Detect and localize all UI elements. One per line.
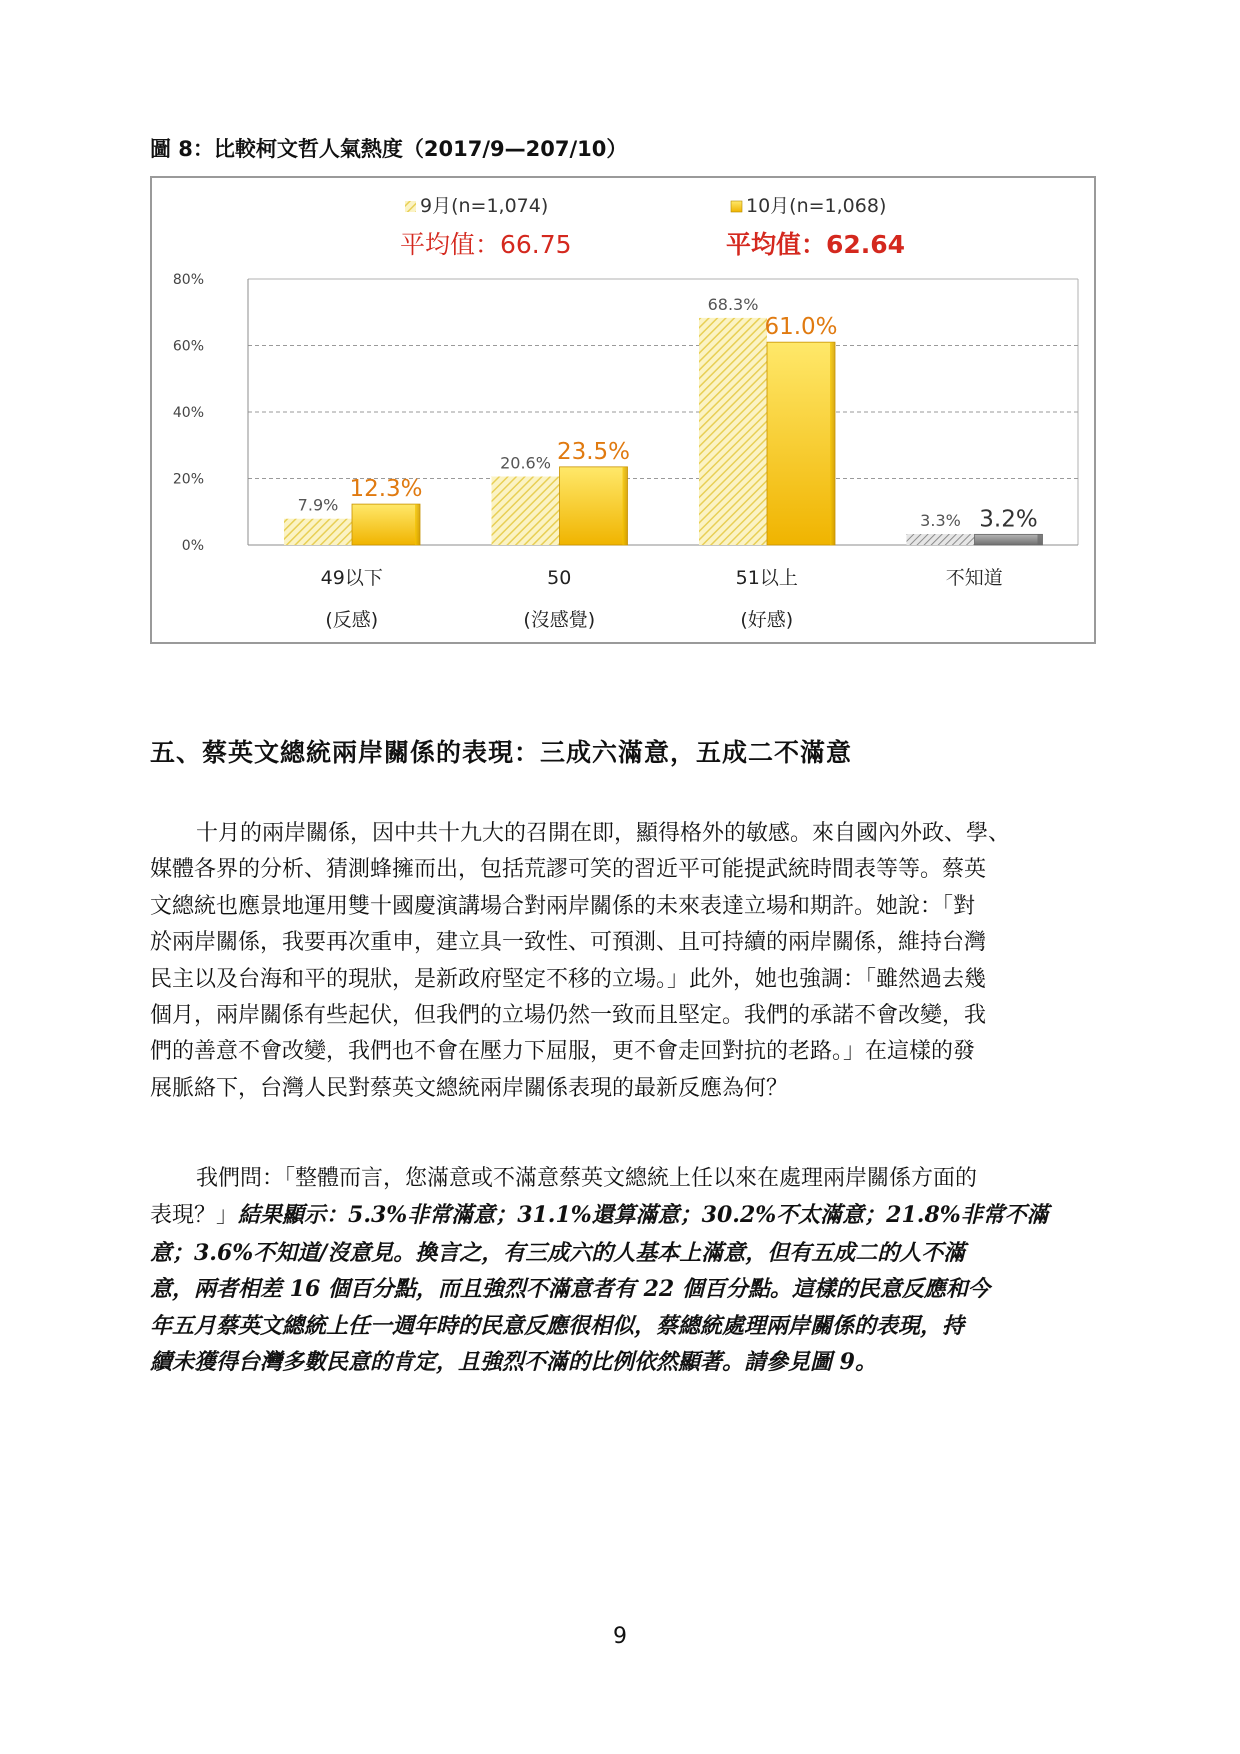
- bar-september: [699, 318, 767, 545]
- y-tick-label: 80%: [172, 272, 204, 288]
- paragraph-line: 文總統也應景地運用雙十國慶演講場合對兩岸關係的未來表達立場和期許。她說：「對: [150, 893, 976, 919]
- y-tick-label: 60%: [172, 338, 204, 355]
- category-sublabel: (沒感覺): [523, 609, 596, 631]
- legend-swatch-oct: [731, 201, 742, 212]
- paragraph-survey-results: [150, 1161, 1095, 1380]
- paragraph-line: 媒體各界的分析、猜測蜂擁而出，包括荒謬可笑的習近平可能提武統時間表等等。蔡英: [150, 857, 987, 883]
- data-label-september: 68.3%: [707, 294, 759, 314]
- category-sublabel: (反感): [325, 609, 379, 631]
- paragraph-line: 展脈絡下，台灣人民對蔡英文總統兩岸關係表現的最新反應為何？: [150, 1075, 789, 1101]
- chart-canvas: [152, 178, 1094, 642]
- paragraph-line: 於兩岸關係，我要再次重申，建立具一致性、可預測、且可持續的兩岸關係，維持台灣: [150, 930, 987, 956]
- bar-september: [907, 534, 975, 545]
- data-label-september: 7.9%: [297, 495, 339, 515]
- data-label-october: 3.2%: [979, 506, 1038, 533]
- paragraph-line: [150, 1197, 1095, 1234]
- paragraph-line: 們的善意不會改變，我們也不會在壓力下屈服，更不會走回對抗的老路。」在這樣的發: [150, 1039, 976, 1065]
- average-label-oct: 平均值：62.64: [726, 230, 906, 259]
- legend-label-oct: 10月(n=1,068): [746, 195, 887, 217]
- paragraph-line: 民主以及台海和平的現狀，是新政府堅定不移的立場。」此外，她也強調：「雖然過去幾: [150, 966, 987, 992]
- average-label-sep: 平均值：66.75: [400, 230, 572, 259]
- data-label-september: 20.6%: [500, 453, 551, 473]
- chart-legend: [400, 195, 905, 259]
- paragraph-line: 個月，兩岸關係有些起伏，但我們的立場仍然一致而且堅定。我們的承諾不會改變，我: [150, 1003, 987, 1029]
- question-text: 表現？」: [150, 1203, 239, 1229]
- bar-october: [352, 504, 420, 545]
- bar-october-shade: [830, 342, 835, 545]
- category-label: 49以下: [320, 567, 383, 589]
- bar-october-shade: [415, 504, 420, 545]
- figure-caption: 圖 8：比較柯文哲人氣熱度（2017/9—207/10）: [150, 137, 628, 161]
- bar-chart: [150, 176, 1096, 644]
- bar-october: [767, 342, 835, 545]
- bar-october-shade: [1038, 534, 1043, 545]
- y-tick-label: 20%: [172, 471, 204, 488]
- result-line: 續未獲得台灣多數民意的肯定，且強烈不滿的比例依然顯著。請參見圖 9。: [150, 1349, 877, 1376]
- category-label: 不知道: [945, 567, 1003, 589]
- result-line: 年五月蔡英文總統上任一週年時的民意反應很相似，蔡總統處理兩岸關係的表現，持: [150, 1312, 965, 1339]
- legend-label-sep: 9月(n=1,074): [420, 195, 549, 217]
- y-tick-label: 0%: [181, 538, 204, 554]
- result-line: 意；3.6%不知道/沒意見。換言之，有三成六的人基本上滿意，但有五成二的人不滿: [150, 1239, 966, 1266]
- bar-october: [560, 467, 628, 545]
- result-line: 意，兩者相差 16 個百分點，而且強烈不滿意者有 22 個百分點。這樣的民意反應和今: [150, 1276, 990, 1303]
- data-label-october: 23.5%: [556, 438, 631, 465]
- bar-october: [975, 534, 1043, 545]
- chart-data-labels: [298, 295, 1038, 532]
- page-number: 9: [613, 1624, 627, 1649]
- data-label-september: 3.3%: [920, 511, 961, 531]
- bar-september: [492, 477, 560, 545]
- category-label: 51以上: [735, 567, 798, 589]
- section-heading: 五、蔡英文總統兩岸關係的表現：三成六滿意，五成二不滿意: [150, 738, 853, 767]
- bar-september: [284, 519, 352, 545]
- bar-october-shade: [623, 467, 628, 545]
- category-sublabel: (好感): [740, 609, 794, 631]
- paragraph-cross-strait: [150, 816, 1095, 1107]
- legend-swatch-sep: [405, 201, 416, 212]
- y-tick-label: 40%: [172, 405, 204, 421]
- category-label: 50: [547, 567, 572, 589]
- paragraph-line: 我們問：「整體而言，您滿意或不滿意蔡英文總統上任以來在處理兩岸關係方面的: [196, 1166, 978, 1191]
- data-label-october: 12.3%: [349, 476, 423, 503]
- result-text: 結果顯示：5.3%非常滿意；31.1%還算滿意；30.2%不太滿意；21.8%非常不滿: [238, 1202, 1049, 1229]
- data-label-october: 61.0%: [764, 314, 838, 341]
- paragraph-line: 十月的兩岸關係，因中共十九大的召開在即，顯得格外的敏感。來自國內外政、學、: [196, 821, 1011, 846]
- chart-x-axis: [321, 567, 1003, 631]
